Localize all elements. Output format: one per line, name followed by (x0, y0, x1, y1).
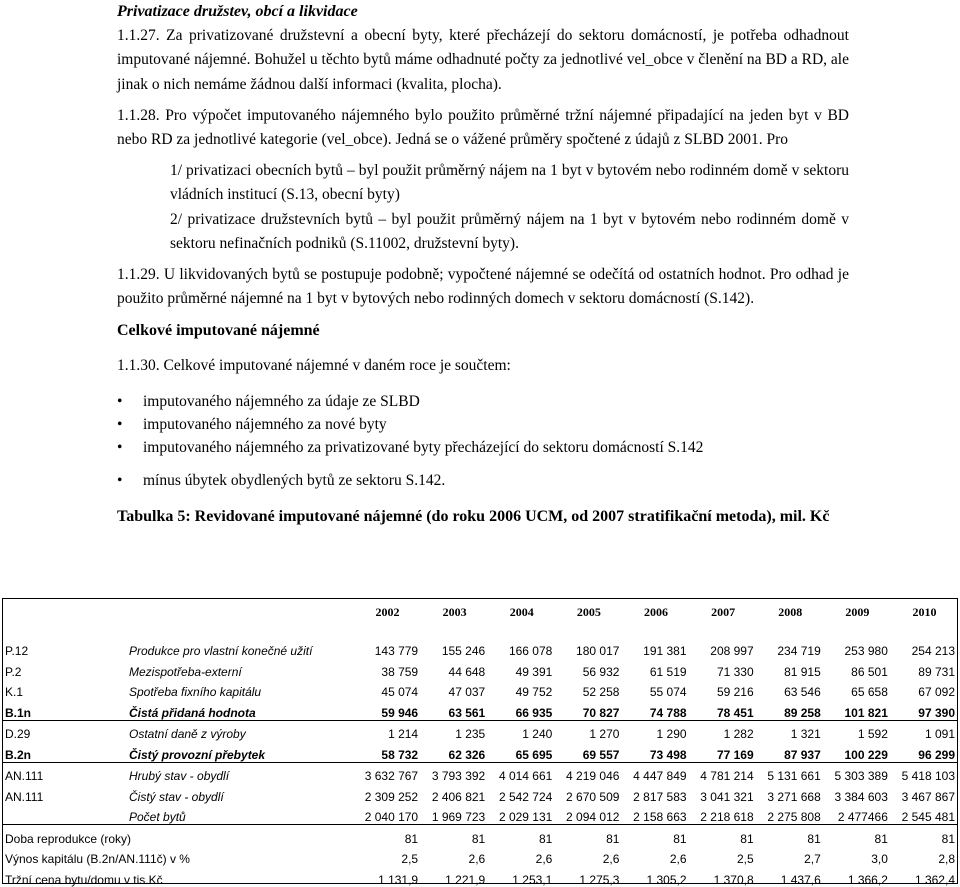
value-cell: 3 041 321 (700, 789, 754, 804)
year-header: 2004 (509, 605, 534, 619)
paragraph-1-1-30: 1.1.30. Celkové imputované nájemné v daném roce je součtem: (117, 356, 511, 374)
table-row (2, 762, 958, 783)
row-code: D.29 (5, 727, 31, 741)
bullet-list (117, 390, 849, 492)
row-label: Spotřeba fixního kapitálu (129, 685, 262, 699)
value-cell: 1 275,3 (579, 872, 620, 887)
data-table (2, 598, 958, 887)
value-cell: 3 384 603 (834, 789, 888, 804)
value-cell: 59 946 (354, 699, 421, 720)
value-cell: 1 131,9 (378, 872, 419, 887)
value-cell: 1 235 (455, 727, 486, 741)
value-cell: 86 501 (851, 664, 888, 679)
value-cell: 44 648 (448, 664, 486, 679)
value-cell: 5 303 389 (834, 769, 888, 783)
value-cell: 3 271 668 (767, 789, 821, 804)
value-cell: 2,6 (669, 852, 687, 866)
table-row (2, 783, 958, 804)
value-cell: 234 719 (777, 644, 821, 658)
value-cell: 4 014 661 (498, 769, 553, 783)
value-cell: 2 158 663 (622, 804, 689, 825)
row-label: Mezispotřeba-externí (129, 664, 242, 679)
value-cell: 66 935 (488, 699, 555, 720)
value-cell: 74 788 (622, 699, 689, 720)
value-cell: 81 (471, 831, 486, 846)
value-cell: 55 074 (649, 685, 687, 699)
value-cell: 2,5 (401, 852, 419, 866)
value-cell: 2 309 252 (364, 789, 419, 804)
row-code: P.2 (5, 664, 22, 679)
value-cell: 3 467 867 (901, 789, 955, 804)
value-cell: 191 381 (643, 644, 687, 658)
row-label: Čistá přidaná hodnota (126, 699, 354, 720)
bullet-icon: • (117, 392, 123, 410)
value-cell: 81 (404, 831, 419, 846)
table-row (2, 679, 958, 700)
value-cell: 49 752 (515, 685, 553, 699)
header-code-cell (2, 598, 126, 620)
bullet-item: • imputovaného nájemného za údaje ze SLBD (117, 390, 849, 413)
value-cell: 1 221,9 (445, 872, 486, 887)
value-cell: 1 091 (924, 727, 955, 741)
value-cell: 89 731 (918, 664, 955, 679)
value-cell: 81 (740, 831, 754, 846)
value-cell: 1 270 (589, 727, 620, 741)
value-cell: 71 330 (716, 664, 754, 679)
value-cell: 253 980 (844, 644, 888, 658)
paragraph-1-1-27: 1.1.27. Za privatizované družstevní a obecní byty, které přecházejí do sektoru domácností, je potřeba odhadnout imputované nájemné. Bohužel u těchto bytů máme odhadnuté počty za jednotlivé vel_obce v členění na BD a RD, ale jinak o nich nemáme žádnou další informaci (kvalita, plocha). (117, 27, 849, 93)
value-cell: 2 670 509 (566, 789, 620, 804)
value-cell: 1 305,2 (646, 872, 687, 887)
value-cell: 2 406 821 (431, 789, 486, 804)
value-cell: 2 094 012 (555, 804, 622, 825)
row-label: Hrubý stav - obydlí (129, 769, 230, 783)
value-cell: 180 017 (576, 644, 620, 658)
value-cell: 1 969 723 (421, 804, 488, 825)
value-cell: 38 759 (381, 664, 419, 679)
value-cell: 47 037 (448, 685, 486, 699)
value-cell: 1 592 (857, 727, 888, 741)
table-title: Tabulka 5: Revidované imputované nájemné (do roku 2006 UCM, od 2007 stratifikační metoda), mil. Kč (117, 507, 830, 525)
table-row (2, 741, 958, 762)
value-cell: 5 131 661 (767, 769, 821, 783)
table-row (2, 658, 958, 679)
value-cell: 81 (807, 831, 821, 846)
row-label: Ostatní daně z výroby (129, 727, 246, 741)
value-cell: 65 695 (488, 741, 555, 762)
value-cell: 73 498 (622, 741, 689, 762)
value-cell: 1 370,8 (713, 872, 754, 887)
document-body (117, 0, 849, 529)
year-header: 2008 (778, 605, 803, 619)
row-code: P.12 (5, 644, 29, 658)
value-cell: 4 781 214 (700, 769, 754, 783)
table-row (2, 720, 958, 741)
row-code (2, 804, 126, 825)
bullet-icon: • (117, 438, 123, 456)
row-code: B.1n (2, 699, 126, 720)
row-label: Výnos kapitálu (B.2n/AN.111č) v % (5, 852, 190, 866)
header-label-cell (126, 598, 354, 620)
row-label: Produkce pro vlastní konečné užití (129, 644, 313, 658)
year-header: 2005 (576, 605, 601, 619)
value-cell: 1 362,4 (914, 872, 955, 887)
value-cell: 49 391 (515, 664, 553, 679)
table-row (2, 620, 958, 658)
value-cell: 2 275 808 (757, 804, 824, 825)
bullet-icon: • (117, 415, 123, 433)
indented-item-1: 1/ privatizaci obecních bytů – byl použit průměrný nájem na 1 byt v bytovém nebo rodinném domě v sektoru vládních institucí (S.13, obecní byty) (170, 162, 849, 204)
value-cell: 63 561 (421, 699, 488, 720)
value-cell: 2,6 (602, 852, 620, 866)
indented-list (117, 159, 849, 256)
table-row (2, 866, 958, 887)
year-header: 2006 (643, 605, 668, 619)
value-cell: 70 827 (555, 699, 622, 720)
value-cell: 81 915 (784, 664, 821, 679)
value-cell: 78 451 (690, 699, 757, 720)
value-cell: 89 258 (757, 699, 824, 720)
value-cell: 254 213 (911, 644, 955, 658)
row-code: B.2n (2, 741, 126, 762)
value-cell: 81 (606, 831, 620, 846)
value-cell: 1 214 (388, 727, 419, 741)
value-cell: 2 817 583 (633, 789, 687, 804)
paragraph-1-1-28: 1.1.28. Pro výpočet imputovaného nájemného bylo použito průměrné tržní nájemné připadající na jeden byt v BD nebo RD za jednotlivé kategorie (vel_obce). Jedná se o vážené průměry spočtené z údajů z SLBD 2001. Pro (117, 106, 849, 149)
year-header: 2007 (711, 605, 736, 619)
value-cell: 100 229 (824, 741, 891, 762)
value-cell: 4 447 849 (633, 769, 687, 783)
value-cell: 2 542 724 (498, 789, 553, 804)
value-cell: 77 169 (690, 741, 757, 762)
value-cell: 81 (673, 831, 687, 846)
value-cell: 81 (941, 831, 955, 846)
value-cell: 2 029 131 (488, 804, 555, 825)
table-row (2, 825, 958, 846)
table-row (2, 846, 958, 867)
year-header: 2009 (845, 605, 870, 619)
year-header: 2010 (912, 605, 937, 619)
value-cell: 62 326 (421, 741, 488, 762)
row-label: Počet bytů (126, 804, 354, 825)
value-cell: 2,6 (535, 852, 553, 866)
value-cell: 2 040 170 (354, 804, 421, 825)
year-header: 2003 (442, 605, 467, 619)
value-cell: 58 732 (354, 741, 421, 762)
value-cell: 87 937 (757, 741, 824, 762)
value-cell: 1 366,2 (847, 872, 888, 887)
value-cell: 4 219 046 (566, 769, 620, 783)
value-cell: 2,7 (804, 852, 821, 866)
value-cell: 2,6 (468, 852, 486, 866)
value-cell: 166 078 (508, 644, 553, 658)
year-header: 2002 (375, 605, 400, 619)
value-cell: 2 477466 (824, 804, 891, 825)
bullet-item: • mínus úbytek obydlených bytů ze sektoru S.142. (117, 469, 849, 492)
paragraph-1-1-29: 1.1.29. U likvidovaných bytů se postupuje podobně; vypočtené nájemné se odečítá od ostatních hodnot. Pro odhad je použito průměrné nájemné na 1 byt v bytových nebo rodinných domech v sektoru domácností (S.142). (117, 266, 849, 308)
bullet-icon: • (117, 471, 123, 489)
value-cell: 208 997 (710, 644, 754, 658)
table-row (2, 699, 958, 720)
value-cell: 1 321 (790, 727, 821, 741)
value-cell: 61 519 (649, 664, 687, 679)
subsection-title: Celkové imputované nájemné (117, 322, 320, 340)
row-code: K.1 (5, 685, 24, 699)
value-cell: 67 092 (918, 685, 955, 699)
value-cell: 3 632 767 (364, 769, 419, 783)
value-cell: 143 779 (374, 644, 419, 658)
row-code: AN.111 (5, 789, 44, 804)
value-cell: 45 074 (381, 685, 419, 699)
bullet-item: • imputovaného nájemného za privatizované byty přecházející do sektoru domácností S.142 (117, 436, 849, 459)
value-cell: 1 437,6 (780, 872, 821, 887)
value-cell: 56 932 (582, 664, 620, 679)
value-cell: 2,8 (938, 852, 955, 866)
row-label: Čistý stav - obydlí (129, 789, 224, 804)
value-cell: 65 658 (851, 685, 888, 699)
value-cell: 59 216 (716, 685, 754, 699)
indented-item-2: 2/ privatizace družstevních bytů – byl použit průměrný nájem na 1 byt v bytovém nebo rodinném domě v sektoru nefinačních podniků (S.11002, družstevní byty). (170, 210, 849, 252)
section-heading: Privatizace družstev, obcí a likvidace (117, 3, 358, 20)
value-cell: 1 282 (723, 727, 754, 741)
value-cell: 5 418 103 (901, 769, 955, 783)
value-cell: 63 546 (784, 685, 821, 699)
value-cell: 3 793 392 (431, 769, 486, 783)
value-cell: 1 240 (522, 727, 553, 741)
value-cell: 2 218 618 (690, 804, 757, 825)
value-cell: 97 390 (891, 699, 958, 720)
value-cell: 3,0 (871, 852, 888, 866)
row-label: Doba reprodukce (roky) (5, 831, 132, 846)
value-cell: 1 253,1 (512, 872, 553, 887)
table-header-row (2, 598, 958, 620)
value-cell: 81 (874, 831, 888, 846)
value-cell: 81 (538, 831, 553, 846)
value-cell: 2 545 481 (891, 804, 958, 825)
row-label: Čistý provozní přebytek (126, 741, 354, 762)
row-label: Tržní cena bytu/domu v tis.Kč (5, 872, 163, 887)
table-row (2, 804, 958, 825)
value-cell: 155 246 (441, 644, 486, 658)
value-cell: 52 258 (582, 685, 620, 699)
value-cell: 69 557 (555, 741, 622, 762)
value-cell: 2,5 (736, 852, 754, 866)
value-cell: 101 821 (824, 699, 891, 720)
row-code: AN.111 (5, 769, 44, 783)
bullet-item: • imputovaného nájemného za nové byty (117, 413, 849, 436)
value-cell: 1 290 (656, 727, 687, 741)
value-cell: 96 299 (891, 741, 958, 762)
